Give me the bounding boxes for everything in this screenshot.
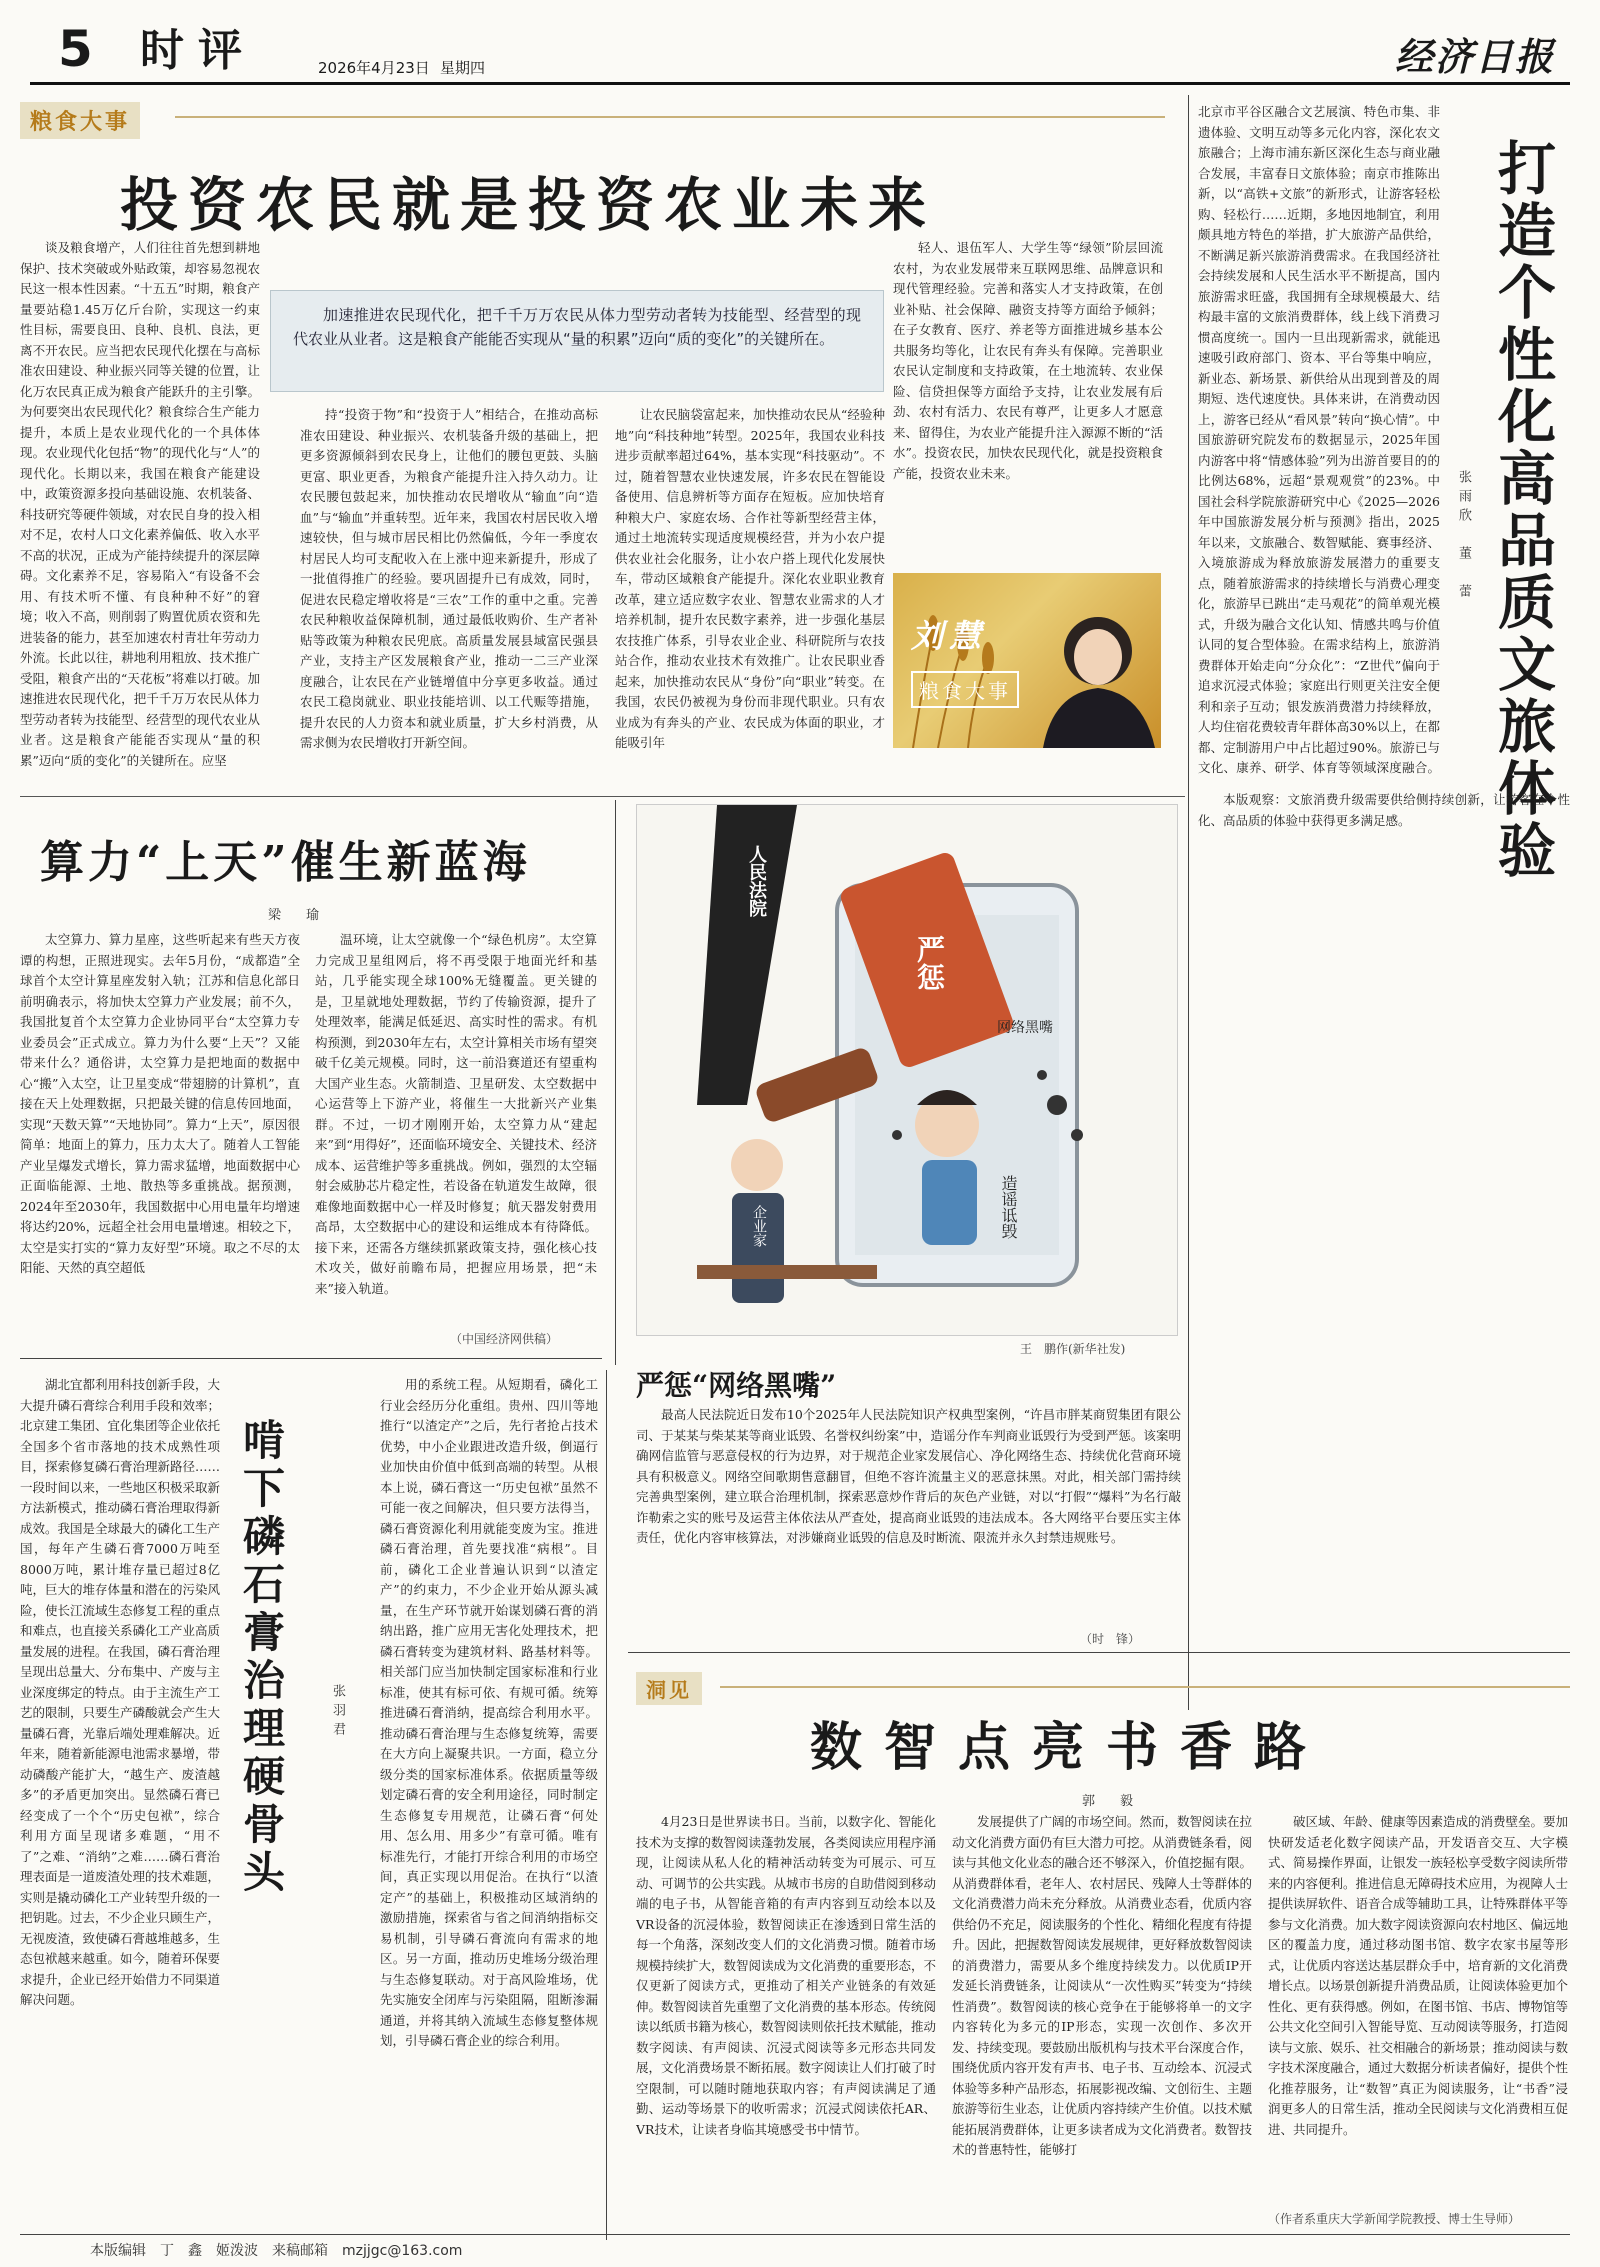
column-tag: 粮食大事 xyxy=(20,102,140,139)
compute-body-col2: 温环境，让太空就像一个“绿色机房”。太空算力完成卫星组网后，将不再受限于地面光纤和基站，几乎能实现全球100%无缝覆盖。更关键的是，卫星就地处理数据，节约了传输资源，提升了处理效率，能满足低延迟、高实时性的需求。有机构预测，到2030年左右，太空计算相关市场有望突破千亿美元规模。同时，这一前沿赛道还有望重构大国产业生态。火箭制造、卫星研发、太空数据中心运营等上下游产业，将催生一大批新兴产业集群。不过，一切才刚刚开始，太空算力从“建起来”到“用得好”，还面临环境安全、关键技术、经济成本、运营维护等多重挑战。例如，强烈的太空辐射会威胁芯片稳定性，若设备在轨道发生故障，很难像地面数据中心一样及时修复；航天器发射费用高昂，太空数据中心的建设和运维成本有待降低。接下来，还需各方继续抓紧政策支持，强化核心技术攻关，做好前瞻布局，把握应用场景，把“未来”接入轨道。 xyxy=(315,932,597,1296)
reading-body-col3: 破区域、年龄、健康等因素造成的消费壁垒。要加快研发适老化数字阅读产品，开发语音交互、大字模式、简易操作界面，让银发一族轻松享受数字阅读所带来的内容便利。推进信息无障碍技术应用，为视障人士提供读屏软件、语音合成等辅助工具，让特殊群体平等参与文化消费。加大数字阅读资源向农村地区、偏远地区的覆盖力度，通过移动图书馆、数字农家书屋等形式，让优质内容送达基层群众手中，培育新的文化消费增长点。以场景创新提升消费品质，让阅读体验更加个性化、更有获得感。例如，在图书馆、书店、博物馆等公共文化空间引入智能导览、互动阅读等服务，打造阅读与文旅、娱乐、社交相融合的新场景；推动阅读与数字技术深度融合，通过大数据分析读者偏好，提供个性化推荐服务，让“数智”真正为阅读服务，让“书香”浸润更多人的日常生活，推动全民阅读与文化消费相互促进、共同提升。 xyxy=(1268,1814,1568,2137)
feature-authors: 张雨欣 董 蕾 xyxy=(1456,470,1471,603)
masthead-rule xyxy=(30,82,1570,85)
cartoon-label-black-mouth: 网络黑嘴 xyxy=(997,1020,1053,1036)
compute-bottom-rule xyxy=(20,1358,602,1359)
phos-body-col1: 湖北宜都利用科技创新手段，大大提升磷石膏综合利用手段和效率；北京建工集团、宜化集团等企业依托全国多个省市落地的技术成熟性项目，探索修复磷石膏治理新路径……一段时间以来，一些地区积极采取新方法新模式，推动磷石膏治理取得新成效。我国是全球最大的磷化工生产国，每年产生磷石膏7000万吨至8000万吨，累计堆存量已超过8亿吨，巨大的堆存体量和潜在的污染风险，使长江流域生态修复工程的重点和难点，也直接关系磷化工产业高质量发展的进程。在我国，磷石膏治理呈现出总量大、分布集中、产废与主业深度绑定的特点。由于主流生产工艺的限制，只要生产磷酸就会产生大量磷石膏，光靠后端处理难解决。近年来，随着新能源电池需求暴增，带动磷酸产能扩大，“越生产、废渣越多”的矛盾更加突出。显然磷石膏已经变成了一个个“历史包袱”，综合利用方面呈现诸多难题，“用不了”之难、“消纳”之难……磷石膏治理表面是一道废渣处理的技术难题，实则是撬动磷化工产业转型升级的一把钥匙。过去，不少企业只顾生产，无视废渣，致使磷石膏越堆越多，生态包袱越来越重。如今，随着环保要求提升，企业已经开始借力不同渠道解决问题。 xyxy=(20,1377,220,2007)
cartoon-illustration xyxy=(637,805,1177,1335)
lead-summary-box xyxy=(270,290,884,392)
column-tag-line xyxy=(175,116,1165,118)
reading-tag-line xyxy=(720,1686,1570,1688)
lead-headline: 投资农民就是投资农业未来 xyxy=(120,171,937,239)
lead-body-col1: 谈及粮食增产，人们往往首先想到耕地保护、技术突破或外贴政策，却容易忽视农民这一根本性因素。“十五五”时期，粮食产量要站稳1.45万亿斤台阶，实现这一约束性目标，需要良田、良种、良机、良法，更离不开农民。应当把农民现代化摆在与高标准农田建设、种业振兴同等关键的位置，让化万农民真正成为粮食产能跃升的主引擎。为何要突出农民现代化？粮食综合生产能力提升，本质上是农业现代化的一个具体体现。农业现代化包括“物”的现代化与“人”的现代化。长期以来，我国在粮食产能建设中，政策资源多投向基础设施、农机装备、科技研究等硬件领域，对农民自身的投入相对不足，农村人口文化素养偏低、收入水平不高的状况，正成为产能持续提升的深层障碍。文化素养不足，容易陷入“有设备不会用、有技术听不懂、有良种种不好”的窘境；收入不高，则削弱了购置优质农资和先进装备的能力，甚至加速农村青壮年劳动力外流。长此以往，耕地利用粗放、技术推广受阻，粮食产出的“天花板”将难以打破。加速推进农民现代化，把千千万万农民从体力型劳动者转为技能型、经营型的现代农业从业者。这是粮食产能能否实现从“量的积累”迈向“质的变化”的关键所在。应坚 xyxy=(20,240,260,768)
compute-headline: 算力“上天”催生新蓝海 xyxy=(40,837,531,888)
reading-body-col1: 4月23日是世界读书日。当前，以数字化、智能化技术为支撑的数智阅读蓬勃发展，各类阅读应用程序涌现，让阅读从私人化的精神活动转变为可展示、可互动、可调节的公共实践。从城市书房的自助借阅到移动端的电子书，从智能音箱的有声内容到互动绘本以及VR设备的沉浸体验，数智阅读正在渗透到日常生活的每一个角落，深刻改变人们的文化消费习惯。随着市场规模持续扩大，数智阅读成为文化消费的重要形态，不仅更新了阅读方式，更推动了相关产业链条的有效延伸。数智阅读首先重塑了文化消费的基本形态。传统阅读以纸质书籍为核心，数智阅读则依托技术赋能，推动数字阅读、有声阅读、沉浸式阅读等多元形态共同发展，文化消费场景不断拓展。数字阅读让人们打破了时空限制，可以随时随地获取内容；有声阅读满足了通勤、运动等场景下的收听需求；沉浸式阅读依托AR、VR技术，让读者身临其境感受书中情节。 xyxy=(636,1814,936,2137)
author-photo xyxy=(893,573,1161,748)
feature-headline: 打造个性化高品质文旅体验 xyxy=(1488,138,1556,882)
cartoon-frame xyxy=(636,804,1178,1336)
issue-weekday: 星期四 xyxy=(440,59,486,77)
cartoon-body: 最高人民法院近日发布10个2025年人民法院知识产权典型案例，“许昌市胖某商贸集团有限公司、于某某与柴某某等商业诋毁、名誉权纠纷案”中，造谣分作车判商业诋毁行为受到严惩。该案明确网信监管与恶意侵权的行为边界，对于规范企业家发展信心、净化网络生态、持续优化营商环境具有积极意义。网络空间歌期售意翻冒，但绝不容许流量主义的恶意抹黑。对此，相关部门需持续完善典型案例，建立联合治理机制，探索恶意炒作背后的灰色产业链，对以“打假”“爆料”为名行敲诈勒索之实的账号及运营主体依法从严查处，提高商业诋毁的违法成本。各大网络平台要压实主体责任，优化内容审核算法，对涉嫌商业诋毁的信息及时断流、限流并永久封禁违规账号。 xyxy=(636,1407,1181,1545)
reading-body-col2: 发展提供了广阔的市场空间。然而，数智阅读在拉动文化消费方面仍有巨大潜力可挖。从消费链条看，阅读与其他文化业态的融合还不够深入，价值挖掘有限。从消费群体看，老年人、农村居民、残障人士等群体的文化消费潜力尚未充分释放。从消费业态看，优质内容供给仍不充足，阅读服务的个性化、精细化程度有待提升。因此，把握数智阅读发展规律，更好释放数智阅读的消费潜力，需要从多个维度持续发力。以优质IP开发延长消费链条，让阅读从“一次性购买”转变为“持续性消费”。数智阅读的核心竞争在于能够将单一的文字内容转化为多元的IP形态，实现一次创作、多次开发、持续变现。要鼓励出版机构与技术平台深度合作，围绕优质内容开发有声书、电子书、互动绘本、沉浸式体验等多种产品形态，拓展影视改编、文创衍生、主题旅游等衍生业态，让优质内容持续产生价值。以技术赋能拓展消费群体，让更多读者成为文化消费者。数智技术的普惠特性，能够打 xyxy=(952,1814,1252,2157)
lead-body-col4: 轻人、退伍军人、大学生等“绿领”阶层回流农村，为农业发展带来互联网思维、品牌意识和现代管理经验。完善和落实人才支持政策，在创业补贴、社会保障、融资支持等方面给予倾斜；在子女教育、医疗、养老等方面推进城乡基本公共服务均等化，让农民有奔头有保障。完善职业农民认定制度和支持政策，在土地流转、农业保险、信贷担保等方面给予支持，让农业发展有后劲、农村有活力、农民有尊严，让更多人才愿意来、留得住，为农业产能提升注入源源不断的“活水”。投资农民，加快农民现代化，就是投资粮食产能，投资农业未来。 xyxy=(893,240,1163,481)
lead-summary: 加速推进农民现代化，把千千万万农民从体力型劳动者转为技能型、经营型的现代农业从业者。这是粮食产能能否实现从“量的积累”迈向“质的变化”的关键所在。 xyxy=(293,306,861,348)
compute-source: （中国经济网供稿） xyxy=(450,1332,559,1346)
cartoon-credit: 王 鹏作(新华社发) xyxy=(1020,1342,1126,1356)
cartoon-headline: 严惩“网络黑嘴” xyxy=(636,1369,837,1402)
footer-rule xyxy=(20,2234,1570,2235)
lead-body-col2: 持“投资于物”和“投资于人”相结合，在推动高标准农田建设、种业振兴、农机装备升级的基础上，把更多资源倾斜到农民身上，让他们的腰包更鼓、头脑更富、职业更香，为粮食产能提升注入持久动力。让农民腰包鼓起来，加快推动农民增收从“输血”向“造血”与“输血”并重转型。近年来，我国农村居民收入增速较快，但与城市居民相比仍然偏低，今年一季度农村居民人均可支配收入在上涨中迎来新提升，形成了一批值得推广的经验。要巩固提升已有成效，同时，促进农民稳定增收将是“三农”工作的重中之重。完善农民种粮收益保障机制，通过最低收购价、生产者补贴等政策为种粮农民兜底。高质量发展县域富民强县产业，支持主产区发展粮食产业，推动一二三产业深度融合，让农民在产业链增值中分享更多收益。通过农民工稳岗就业、职业技能培训、以工代赈等措施，提升农民的人力资本和就业质量，扩大乡村消费，从需求侧为农民增收打开新空间。 xyxy=(300,407,598,750)
compute-author: 梁 瑜 xyxy=(268,908,326,923)
reading-author: 郭 毅 xyxy=(1082,1794,1140,1809)
lead-bottom-rule xyxy=(20,796,1185,797)
right-column-rule xyxy=(1188,95,1189,1710)
wheat-field-illustration xyxy=(893,573,1161,748)
phos-author: 张羽君 xyxy=(330,1684,345,1741)
feature-body-continued: 本版观察：文旅消费升级需要供给侧持续创新，让游客在个性化、高品质的体验中获得更多满足感。 xyxy=(1198,792,1570,828)
phos-right-rule xyxy=(606,1370,607,2240)
page-number: 5 xyxy=(58,20,93,78)
section-name: 时评 xyxy=(140,25,256,76)
lead-body-col3: 让农民脑袋富起来，加快推动农民从“经验种地”向“科技种地”转型。2025年，我国农业科技进步贡献率超过64%，基本实现“科技驱动”。不过，随着智慧农业快速发展，许多农民在智能设备使用、信息辨析等方面存在短板。应加快培育种粮大户、家庭农场、合作社等新型经营主体，通过土地流转实现适度规模经营，并为小农户提供农业社会化服务，让小农户搭上现代化发展快车，带动区域粮食产能提升。深化农业职业教育改革，建立适应数字农业、智慧农业需求的人才培养机制，提升农民数字素养，进一步强化基层农技推广体系，引导农业企业、科研院所与农技站合作，推动农业技术有效推广。让农民职业香起来，加快推动农民从“身份”向“职业”转变。在我国，农民仍被视为身份而非现代职业。只有农业成为有奔头的产业、农民成为体面的职业，才能吸引年 xyxy=(615,407,885,750)
cartoon-label-entrepreneur: 企业家 xyxy=(751,1205,767,1247)
compute-body-col1: 太空算力、算力星座，这些听起来有些天方夜谭的构想，正照进现实。去年5月份，“成都造”全球首个太空计算星座发射入轨；江苏和信息化部日前明确表示，将加快太空算力产业发展；前不久，我国批复首个太空算力企业协同平台“太空算力专业委员会”正式成立。算力为什么要“上天”？又能带来什么？通俗讲，太空算力是把地面的数据中心“搬”入太空，让卫星变成“带翅膀的计算机”，直接在天上处理数据，只把最关键的信息传回地面，实现“天数天算”“天地协同”。算力“上天”，原因很简单：地面上的算力，压力太大了。随着人工智能产业呈爆发式增长，算力需求猛增，地面数据中心正面临能源、土地、散热等多重挑战。据预测，2024年至2030年，我国数据中心用电量年均增速将达约20%，远超全社会用电量增速。相较之下，太空是实打实的“算力友好型”环境。取之不尽的太阳能、天然的真空超低 xyxy=(20,932,300,1275)
reading-headline: 数智点亮书香路 xyxy=(810,1718,1329,1778)
feature-body-cont xyxy=(1198,790,1570,1700)
phos-headline: 啃下磷石膏治理硬骨头 xyxy=(237,1418,286,1898)
feature-body: 北京市平谷区融合文艺展演、特色市集、非遗体验、文明互动等多元化内容，深化农文旅融合；上海市浦东新区深化生态与商业融合发展，丰富春日文旅体验；南京市推陈出新，以“高铁+文旅”的新形式，让游客轻松购、轻松行……近期，多地因地制宜，利用颇具地方特色的举措，扩大旅游产品供给，不断满足新兴旅游消费需求。在我国经济社会持续发展和人民生活水平不断提高，国内旅游需求旺盛，我国拥有全球规模最大、结构最丰富的文旅消费群体，线上线下消费习惯高度统一。国内一旦出现新需求，就能迅速吸引政府部门、资本、平台等集中响应，新业态、新场景、新供给从出现到普及的周期短、迭代速度快。具体来讲，在消费动因上，游客已经从“看风景”转向“换心情”。中国旅游研究院发布的数据显示，2025年国内游客中将“情感体验”列为出游首要目的的比例达68%，远超“景观观赏”的23%。中国社会科学院旅游研究中心《2025—2026年中国旅游发展分析与预测》指出，2025年以来，文旅融合、数智赋能、赛事经济、入境旅游成为释放旅游发展潜力的重要支点，随着旅游需求的持续增长与消费心理变化，旅游早已跳出“走马观花”的简单观光模式，升级为融合文化认知、情感共鸣与价值认同的复合型体验。在需求结构上，旅游消费群体开始走向“分众化”：“Z世代”偏向于追求沉浸式体验；家庭出行则更关注安全便利和亲子互动；银发族消费潜力持续释放，人均住宿花费较青年群体高30%以上，在都都、定制游用户中占比超过90%。旅游已与文化、康养、研学、体育等领域深度融合。 xyxy=(1198,104,1440,775)
cartoon-signoff: （时 锋） xyxy=(1080,1632,1141,1646)
phos-body-col2: 用的系统工程。从短期看，磷化工行业会经历分化重组。贵州、四川等地推行“以渣定产”之后，先行者抢占技术优势，中小企业跟进改造升级，倒逼行业加快由价值中低到高端的转型。从根本上说，磷石膏这一“历史包袱”虽然不可能一夜之间解决，但只要方法得当，磷石膏资源化利用就能变废为宝。推进磷石膏治理，首先要找准“病根”。目前，磷化工企业普遍认识到“以渣定产”的约束力，不少企业开始从源头减量，在生产环节就开始谋划磷石膏的消纳出路，推广应用无害化处理技术，把磷石膏转变为建筑材料、路基材料等。相关部门应当加快制定国家标准和行业标准，使其有标可依、有规可循。统筹推进磷石膏消纳，提高综合利用水平。推动磷石膏治理与生态修复统筹，需要在大方向上凝聚共识。一方面，稳立分级分类的国家标准体系。依据质量等级划定磷石膏的安全利用途径，同时制定生态修复专用规范，让磷石膏“何处用、怎么用、用多少”有章可循。唯有标准先行，才能打开综合利用的市场空间，真正实现以用促治。在执行“以渣定产”的基础上，积极推动区域消纳的激励措施，探索省与省之间消纳指标交易机制，引导磷石膏流向有需求的地区。另一方面，推动历史堆场分级治理与生态修复联动。对于高风险堆场，优先实施安全闭库与污染阻隔，阻断渗漏通道，并将其纳入流域生态修复整体规划，引导磷石膏企业的综合利用。 xyxy=(380,1377,598,2048)
reading-signoff: （作者系重庆大学新闻学院教授、博士生导师） xyxy=(1268,2212,1521,2226)
reading-column-tag: 洞见 xyxy=(636,1672,702,1705)
photo-author-name: 刘慧 xyxy=(911,617,988,655)
cartoon-left-rule xyxy=(615,800,616,1365)
issue-date: 2026年4月23日 xyxy=(318,59,430,77)
cartoon-label-rumor: 造谣诋毁 xyxy=(999,1175,1018,1239)
cartoon-label-punish: 严惩 xyxy=(913,935,946,991)
newspaper-logo: 经济日报 xyxy=(1395,34,1556,79)
footer-editors: 本版编辑 丁 鑫 姬泼波 来稿邮箱 mzjjgc@163.com xyxy=(90,2243,463,2259)
photo-column-name: 粮食大事 xyxy=(911,671,1019,708)
cartoon-label-court: 人民法院 xyxy=(746,845,767,917)
reading-top-rule xyxy=(628,1652,1570,1653)
